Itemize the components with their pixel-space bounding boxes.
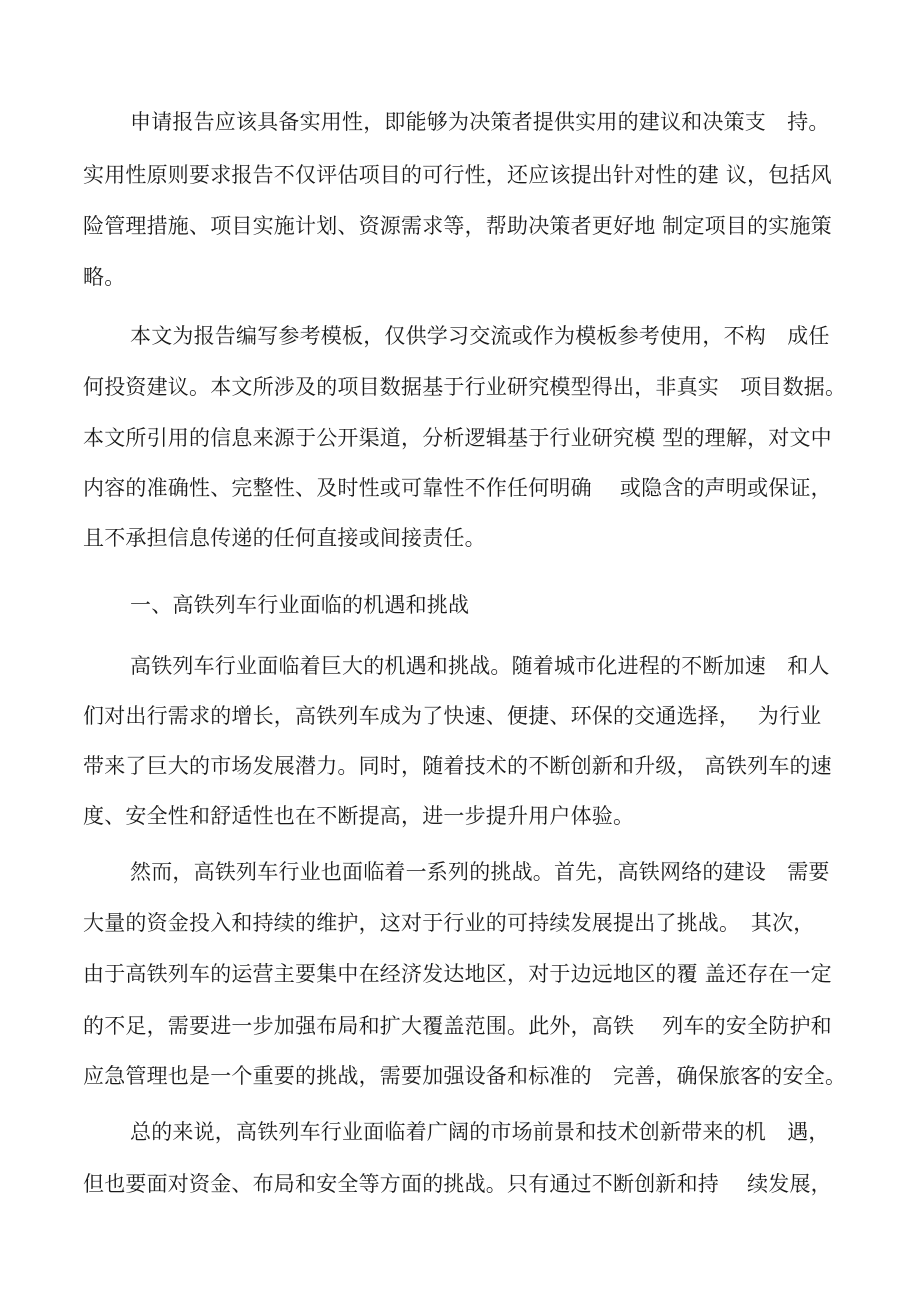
para3-line4: 度、安全性和舒适性也在不断提高，进一步提升用户体验。 [83, 804, 635, 828]
para3-line3: 带来了巨大的市场发展潜力。同时，随着技术的不断创新和升级， 高铁列车的速 [83, 754, 832, 778]
para1-line2: 实用性原则要求报告不仅评估项目的可行性，还应该提出针对性的建 议，包括风 [83, 163, 832, 187]
para2-line4: 内容的准确性、完整性、及时性或可靠性不作任何明确 或隐含的声明或保证， [83, 476, 832, 500]
para2-line1: 本文为报告编写参考模板，仅供学习交流或作为模板参考使用，不构 成任 [130, 324, 830, 348]
para2-line5: 且不承担信息传递的任何直接或间接责任。 [83, 526, 486, 550]
para1-line3: 险管理措施、项目实施计划、资源需求等，帮助决策者更好地 制定项目的实施策 [83, 214, 832, 238]
para3-line2: 们对出行需求的增长，高铁列车成为了快速、便捷、环保的交通选择， 为行业 [83, 704, 822, 728]
para4-line4: 的不足，需要进一步加强布局和扩大覆盖范围。此外，高铁 列车的安全防护和 [83, 1014, 832, 1038]
para2-line2: 何投资建议。本文所涉及的项目数据基于行业研究模型得出，非真实 项目数据。 [83, 375, 847, 399]
para4-line5: 应急管理也是一个重要的挑战，需要加强设备和标准的 完善，确保旅客的安全。 [83, 1064, 847, 1088]
para4-line3: 由于高铁列车的运营主要集中在经济发达地区，对于边远地区的覆 盖还存在一定 [83, 962, 832, 986]
para5-line2: 但也要面对资金、布局和安全等方面的挑战。只有通过不断创新和持 续发展， [83, 1172, 832, 1196]
para2-line3: 本文所引用的信息来源于公开渠道，分析逻辑基于行业研究模 型的理解，对文中 [83, 426, 832, 450]
para4-line1: 然而，高铁列车行业也面临着一系列的挑战。首先，高铁网络的建设 需要 [130, 860, 830, 884]
para1-line1: 申请报告应该具备实用性，即能够为决策者提供实用的建议和决策支 持。 [130, 110, 830, 134]
section-heading: 一、高铁列车行业面临的机遇和挑战 [130, 593, 470, 617]
para5-line1: 总的来说，高铁列车行业面临着广阔的市场前景和技术创新带来的机 遇， [130, 1120, 830, 1144]
para3-line1: 高铁列车行业面临着巨大的机遇和挑战。随着城市化进程的不断加速 和人 [130, 654, 830, 678]
para4-line2: 大量的资金投入和持续的维护，这对于行业的可持续发展提出了挑战。 其次， [83, 911, 815, 935]
para1-line4: 略。 [83, 265, 126, 289]
